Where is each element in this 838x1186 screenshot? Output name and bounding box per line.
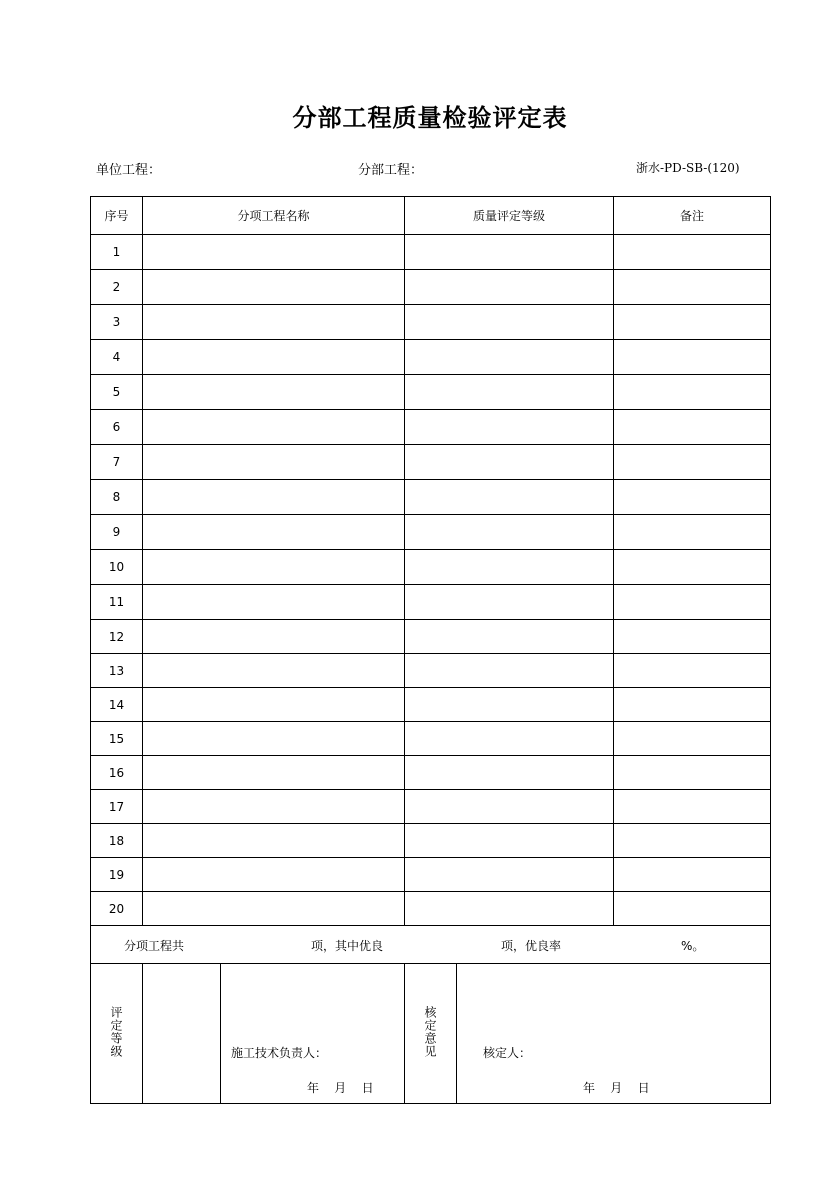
item-name-cell[interactable] (143, 270, 405, 305)
construction-lead-label: 施工技术负责人： (231, 1046, 328, 1060)
table-row (91, 340, 771, 375)
item-name-cell[interactable] (143, 722, 405, 756)
row-index: 4 (91, 340, 143, 375)
summary-part-2: 项，其中优良 (311, 939, 384, 953)
item-name-cell[interactable] (143, 824, 405, 858)
reviewer-label: 核定人： (483, 1046, 532, 1060)
remarks-cell[interactable] (614, 620, 771, 654)
row-index: 16 (91, 756, 143, 790)
row-index: 14 (91, 688, 143, 722)
remarks-cell[interactable] (614, 722, 771, 756)
row-index: 18 (91, 824, 143, 858)
date-month: 月 (610, 1081, 623, 1095)
item-name-cell[interactable] (143, 375, 405, 410)
grade-label: 评定等级 (109, 1006, 123, 1058)
table-row (91, 410, 771, 445)
date-month: 月 (334, 1081, 347, 1095)
item-name-cell[interactable] (143, 410, 405, 445)
table-row (91, 445, 771, 480)
header-remarks: 备注 (614, 197, 771, 235)
row-index: 19 (91, 858, 143, 892)
grade-value-cell[interactable] (143, 964, 221, 1104)
remarks-cell[interactable] (614, 790, 771, 824)
row-index: 8 (91, 480, 143, 515)
quality-grade-cell[interactable] (405, 892, 614, 926)
quality-grade-cell[interactable] (405, 515, 614, 550)
summary-row (91, 926, 771, 964)
item-name-cell[interactable] (143, 620, 405, 654)
table-row (91, 824, 771, 858)
remarks-cell[interactable] (614, 756, 771, 790)
date-year: 年 (583, 1081, 596, 1095)
remarks-cell[interactable] (614, 235, 771, 270)
remarks-cell[interactable] (614, 858, 771, 892)
table-row (91, 620, 771, 654)
quality-grade-cell[interactable] (405, 585, 614, 620)
quality-grade-cell[interactable] (405, 858, 614, 892)
row-index: 15 (91, 722, 143, 756)
review-date (583, 1079, 650, 1096)
header-item-name: 分项工程名称 (143, 197, 405, 235)
item-name-cell[interactable] (143, 654, 405, 688)
sub-project-label: 分部工程： (358, 163, 424, 178)
remarks-cell[interactable] (614, 340, 771, 375)
remarks-cell[interactable] (614, 892, 771, 926)
quality-grade-cell[interactable] (405, 756, 614, 790)
table-header-row (91, 197, 771, 235)
row-index: 5 (91, 375, 143, 410)
table-row (91, 585, 771, 620)
table-row (91, 515, 771, 550)
quality-grade-cell[interactable] (405, 410, 614, 445)
form-code: 浙水-PD-SB-(120) (636, 161, 740, 175)
item-name-cell[interactable] (143, 480, 405, 515)
table-row (91, 858, 771, 892)
date-year: 年 (307, 1081, 320, 1095)
date-day: 日 (361, 1081, 374, 1095)
date-day: 日 (637, 1081, 650, 1095)
quality-grade-cell[interactable] (405, 270, 614, 305)
quality-grade-cell[interactable] (405, 445, 614, 480)
remarks-cell[interactable] (614, 688, 771, 722)
item-name-cell[interactable] (143, 445, 405, 480)
row-index: 11 (91, 585, 143, 620)
evaluation-table (90, 196, 771, 1104)
remarks-cell[interactable] (614, 550, 771, 585)
table-row (91, 480, 771, 515)
unit-project-label: 单位工程： (96, 163, 162, 178)
item-name-cell[interactable] (143, 790, 405, 824)
table-row (91, 892, 771, 926)
table-row (91, 235, 771, 270)
item-name-cell[interactable] (143, 756, 405, 790)
row-index: 2 (91, 270, 143, 305)
quality-grade-cell[interactable] (405, 790, 614, 824)
remarks-cell[interactable] (614, 270, 771, 305)
quality-grade-cell[interactable] (405, 688, 614, 722)
table-row (91, 790, 771, 824)
table-row (91, 550, 771, 585)
item-name-cell[interactable] (143, 585, 405, 620)
remarks-cell[interactable] (614, 410, 771, 445)
table-row (91, 270, 771, 305)
row-index: 9 (91, 515, 143, 550)
remarks-cell[interactable] (614, 445, 771, 480)
row-index: 10 (91, 550, 143, 585)
row-index: 3 (91, 305, 143, 340)
header-quality-grade: 质量评定等级 (405, 197, 614, 235)
quality-grade-cell[interactable] (405, 235, 614, 270)
page-title: 分部工程质量检验评定表 (292, 104, 568, 132)
quality-grade-cell[interactable] (405, 722, 614, 756)
quality-grade-cell[interactable] (405, 340, 614, 375)
row-index: 12 (91, 620, 143, 654)
remarks-cell[interactable] (614, 305, 771, 340)
grade-label-cell (91, 964, 143, 1104)
remarks-cell[interactable] (614, 585, 771, 620)
row-index: 7 (91, 445, 143, 480)
remarks-cell[interactable] (614, 375, 771, 410)
row-index: 17 (91, 790, 143, 824)
item-name-cell[interactable] (143, 550, 405, 585)
quality-grade-cell[interactable] (405, 480, 614, 515)
remarks-cell[interactable] (614, 654, 771, 688)
item-name-cell[interactable] (143, 235, 405, 270)
summary-cell (91, 926, 771, 964)
summary-part-1: 分项工程共 (124, 939, 185, 953)
quality-grade-cell[interactable] (405, 550, 614, 585)
table-body (91, 235, 771, 926)
review-sign-cell[interactable] (457, 964, 771, 1104)
row-index: 1 (91, 235, 143, 270)
header-index: 序号 (91, 197, 143, 235)
table-row (91, 654, 771, 688)
construction-sign-cell[interactable] (221, 964, 405, 1104)
row-index: 13 (91, 654, 143, 688)
item-name-cell[interactable] (143, 688, 405, 722)
quality-grade-cell[interactable] (405, 375, 614, 410)
item-name-cell[interactable] (143, 515, 405, 550)
remarks-cell[interactable] (614, 480, 771, 515)
review-label-cell (405, 964, 457, 1104)
quality-grade-cell[interactable] (405, 305, 614, 340)
row-index: 20 (91, 892, 143, 926)
remarks-cell[interactable] (614, 515, 771, 550)
summary-part-3: 项，优良率 (501, 939, 562, 953)
quality-grade-cell[interactable] (405, 620, 614, 654)
item-name-cell[interactable] (143, 305, 405, 340)
construction-date (307, 1079, 374, 1096)
table-row (91, 688, 771, 722)
signature-row (91, 964, 771, 1104)
item-name-cell[interactable] (143, 892, 405, 926)
summary-part-4: %。 (681, 939, 705, 953)
remarks-cell[interactable] (614, 824, 771, 858)
quality-grade-cell[interactable] (405, 654, 614, 688)
row-index: 6 (91, 410, 143, 445)
item-name-cell[interactable] (143, 340, 405, 375)
quality-grade-cell[interactable] (405, 824, 614, 858)
table-row (91, 722, 771, 756)
item-name-cell[interactable] (143, 858, 405, 892)
table-row (91, 305, 771, 340)
table-row (91, 375, 771, 410)
table-row (91, 756, 771, 790)
review-label: 核定意见 (423, 1006, 438, 1058)
